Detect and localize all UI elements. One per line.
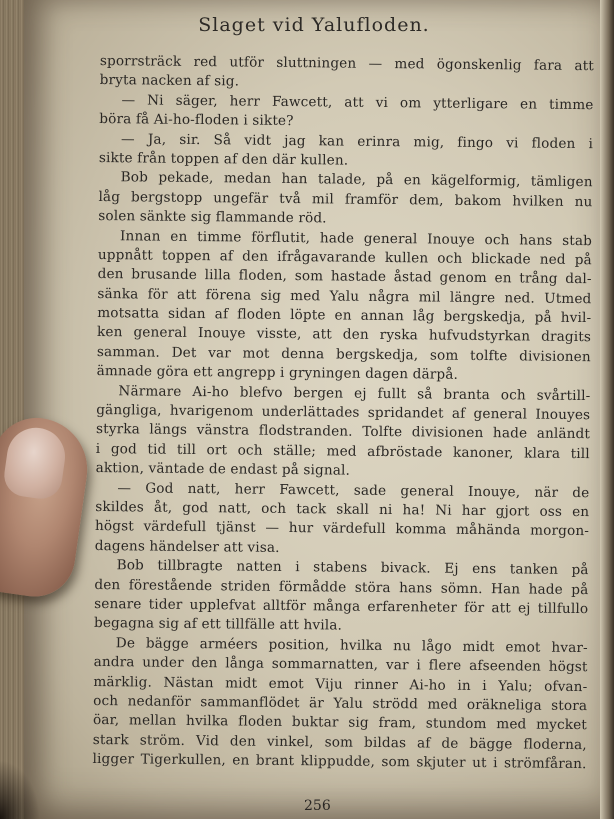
text-line: den brusande lilla floden, som hastade åstad genom en trång dal- [97,266,592,288]
text-line: ken general Inouye visste, att den ryska hufvudstyrkan dragits [96,324,592,346]
body-text [92,52,593,775]
text-line: aktion, väntade de endast på signal. [95,460,351,479]
text-line: böra få Ai-ho-floden i sikte? [99,111,294,130]
text-line: begagna sig af ett tillfälle att hvila. [93,615,343,634]
dark-corner [0,760,40,819]
text-line: märklig. Nästan midt emot Viju rinner Ai-ho in i Yalu; ofvan- [93,673,588,695]
text-line: och nedanför sammanflödet är Yalu strödd med oräkneliga stora [93,692,588,715]
text-line: senare tider upplefvat alltför många erfarenheter för att ej tillfullo [94,595,589,618]
text-line: ämnade göra ett angrepp i gryningen dagen därpå. [96,363,459,384]
text-line: sikte från toppen af den där kullen. [98,149,349,169]
text-line: solen sänkte sig flammande röd. [98,208,327,227]
page-right-edge [600,0,614,819]
page-number: 256 [304,798,331,814]
text-line: samman. Det var mot denna bergskedja, som tolfte divisionen [96,343,591,366]
text-line: — Ja, sir. Så vidt jag kan erinra mig, fingo vi floden i [121,130,594,152]
text-line: Bob pekade, medan han talade, på en kägelformig, tämligen [120,169,593,191]
text-line: Närmare Ai-ho blefvo bergen ej fullt så branta och svårtill- [118,382,591,404]
text-line: i god tid till ort och ställe; med afbröstade kanoner, klara till [95,440,590,462]
text-line: Innan en timme förflutit, hade general Inouye och hans stab [119,227,593,249]
text-line: öar, mellan hvilka floden buktar sig fram, stundom med mycket [92,712,588,734]
text-line: bryta nacken af sig. [99,72,240,90]
text-line: högst värdefull tjänst — hur värdefull komma måhända morgon- [94,518,590,540]
text-line: låg bergstopp ungefär två mil framför dem, bakom hvilken nu [98,188,593,210]
text-line: sporrsträck red utför sluttningen — med ögonskenlig fara att [99,52,594,75]
text-line: gängliga, hvarigenom underlättades spridandet af general Inouyes [96,402,591,424]
running-head: Slaget vid Yalufloden. [198,14,430,36]
text-line: skildes åt, god natt, och tack skall ni ha! Ni har gjort oss en [95,498,590,521]
text-line: De bägge arméers position, hvilka nu lågo midt emot hvar- [115,634,588,656]
text-line: uppnått toppen af den ifrågavarande kullen och blickade ned på [97,246,592,269]
text-line: andra under den långa sommarnatten, var i flere afseenden högst [93,654,588,676]
text-line: — Ni säger, herr Fawcett, att vi om ytterligare en timme [121,92,594,113]
text-line: sänka för att förena sig med Yalu några mil längre ned. Utmed [97,285,592,307]
text-line: den förestående striden förmådde störa hans sömn. Han hade på [94,576,589,598]
text-line: stark ström. Vid den vinkel, som bildas af de bägge floderna, [92,731,587,753]
text-line: Bob tillbragte natten i stabens bivack. Ej ens tanken på [116,557,589,579]
text-line: — God natt, herr Fawcett, sade general Inouye, när de [117,479,590,501]
text-line: motsatta sidan af floden löpte en annan låg bergskedja, på hvil- [97,305,592,327]
thumbnail-nail [2,424,69,501]
book-page [24,0,604,819]
text-line: ligger Tigerkullen, en brant klippudde, som skjuter ut i strömfåran. [92,751,587,773]
text-line: dagens händelser att visa. [94,537,280,556]
text-line: styrka längs vänstra flodstranden. Tolfte divisionen hade anländt [95,421,591,443]
